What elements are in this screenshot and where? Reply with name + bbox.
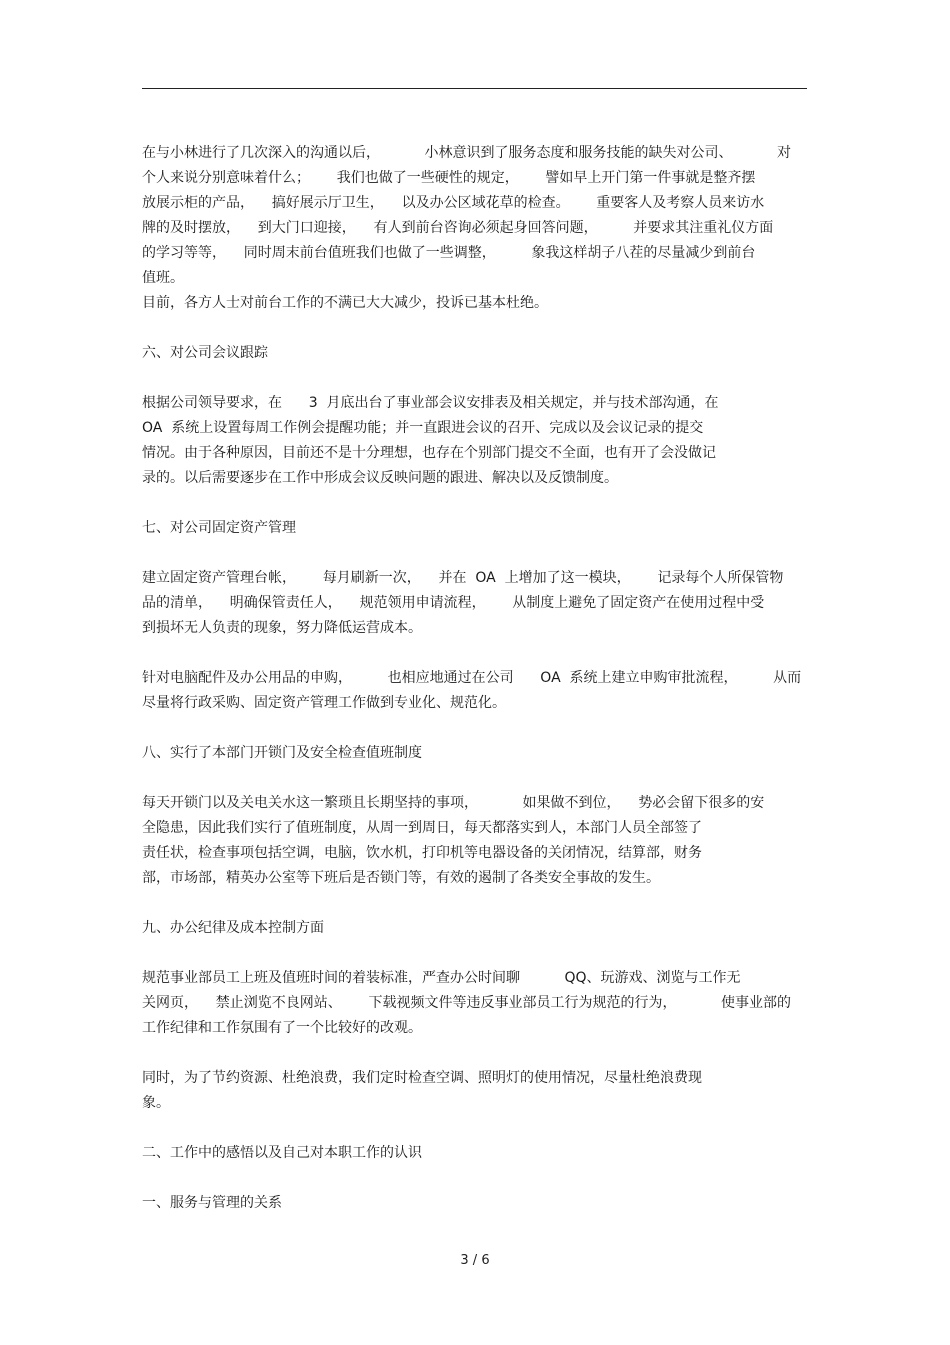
paragraph-gap [142,1116,807,1141]
paragraph-gap [142,1166,807,1191]
paragraph [142,391,807,491]
page-number: 3 / 6 [460,1253,490,1268]
text-line: 品的清单， 明确保管责任人， 规范领用申请流程， 从制度上避免了固定资产在使用过程中受 [142,595,765,611]
section-heading [142,741,807,766]
text-line: 七、对公司固定资产管理 [142,520,296,536]
text-line: 一、服务与管理的关系 [142,1195,282,1211]
paragraph-gap [142,491,807,516]
paragraph-gap [142,716,807,741]
paragraph-gap [142,366,807,391]
paragraph [142,1066,807,1116]
text-line: 在与小林进行了几次深入的沟通以后， 小林意识到了服务态度和服务技能的缺失对公司、 对 [142,145,792,161]
text-line: 尽量将行政采购、固定资产管理工作做到专业化、规范化。 [142,695,506,711]
text-line: 牌的及时摆放， 到大门口迎接， 有人到前台咨询必须起身回答问题， 并要求其注重礼仪方面 [142,220,774,236]
text-line: 八、实行了本部门开锁门及安全检查值班制度 [142,745,422,761]
text-line: 到损坏无人负责的现象，努力降低运营成本。 [142,620,422,636]
paragraph-gap [142,891,807,916]
section-heading [142,916,807,941]
text-line: 关网页， 禁止浏览不良网站、 下载视频文件等违反事业部员工行为规范的行为， 使事业部的 [142,995,792,1011]
paragraph [142,666,807,716]
header-rule [142,88,807,89]
paragraph-gap [142,766,807,791]
document-body [142,141,807,1216]
paragraph [142,141,807,316]
text-line: 个人来说分别意味着什么； 我们也做了一些硬性的规定， 譬如早上开门第一件事就是整齐摆 [142,170,756,186]
text-line: 全隐患，因此我们实行了值班制度，从周一到周日，每天都落实到人，本部门人员全部签了 [142,820,702,836]
text-line: 的学习等等， 同时周末前台值班我们也做了一些调整， 象我这样胡子八茬的尽量减少到前台 [142,245,756,261]
text-line: 目前，各方人士对前台工作的不满已大大减少，投诉已基本杜绝。 [142,295,548,311]
text-line: 二、工作中的感悟以及自己对本职工作的认识 [142,1145,422,1161]
paragraph [142,966,807,1041]
section-heading [142,1141,807,1166]
text-line: 规范事业部员工上班及值班时间的着装标准，严查办公时间聊 QQ、玩游戏、浏览与工作无 [142,970,741,986]
paragraph-gap [142,316,807,341]
paragraph-gap [142,941,807,966]
text-line: 情况。由于各种原因，目前还不是十分理想，也存在个别部门提交不全面，也有开了会没做记 [142,445,716,461]
paragraph-gap [142,641,807,666]
text-line: OA 系统上设置每周工作例会提醒功能；并一直跟进会议的召开、完成以及会议记录的提交 [142,420,704,436]
text-line: 工作纪律和工作氛围有了一个比较好的改观。 [142,1020,422,1036]
text-line: 根据公司领导要求，在 3 月底出台了事业部会议安排表及相关规定，并与技术部沟通，在 [142,395,719,411]
text-line: 值班。 [142,270,184,286]
section-heading [142,341,807,366]
text-line: 六、对公司会议跟踪 [142,345,268,361]
section-heading [142,1191,807,1216]
text-line: 部，市场部，精英办公室等下班后是否锁门等，有效的遏制了各类安全事故的发生。 [142,870,660,886]
paragraph-gap [142,1041,807,1066]
text-line: 放展示柜的产品， 搞好展示厅卫生， 以及办公区域花草的检查。 重要客人及考察人员来访水 [142,195,765,211]
text-line: 建立固定资产管理台帐， 每月刷新一次， 并在 OA 上增加了这一模块， 记录每个人所保管物 [142,570,784,586]
text-line: 录的。以后需要逐步在工作中形成会议反映问题的跟进、解决以及反馈制度。 [142,470,618,486]
text-line: 同时，为了节约资源、杜绝浪费，我们定时检查空调、照明灯的使用情况，尽量杜绝浪费现 [142,1070,702,1086]
paragraph-gap [142,541,807,566]
text-line: 针对电脑配件及办公用品的申购， 也相应地通过在公司 OA 系统上建立申购审批流程， 从而 [142,670,802,686]
text-line: 每天开锁门以及关电关水这一繁琐且长期坚持的事项， 如果做不到位， 势必会留下很多的安 [142,795,765,811]
section-heading [142,516,807,541]
text-line: 象。 [142,1095,170,1111]
paragraph [142,791,807,891]
text-line: 九、办公纪律及成本控制方面 [142,920,324,936]
paragraph [142,566,807,641]
text-line: 责任状，检查事项包括空调，电脑，饮水机，打印机等电器设备的关闭情况，结算部，财务 [142,845,702,861]
